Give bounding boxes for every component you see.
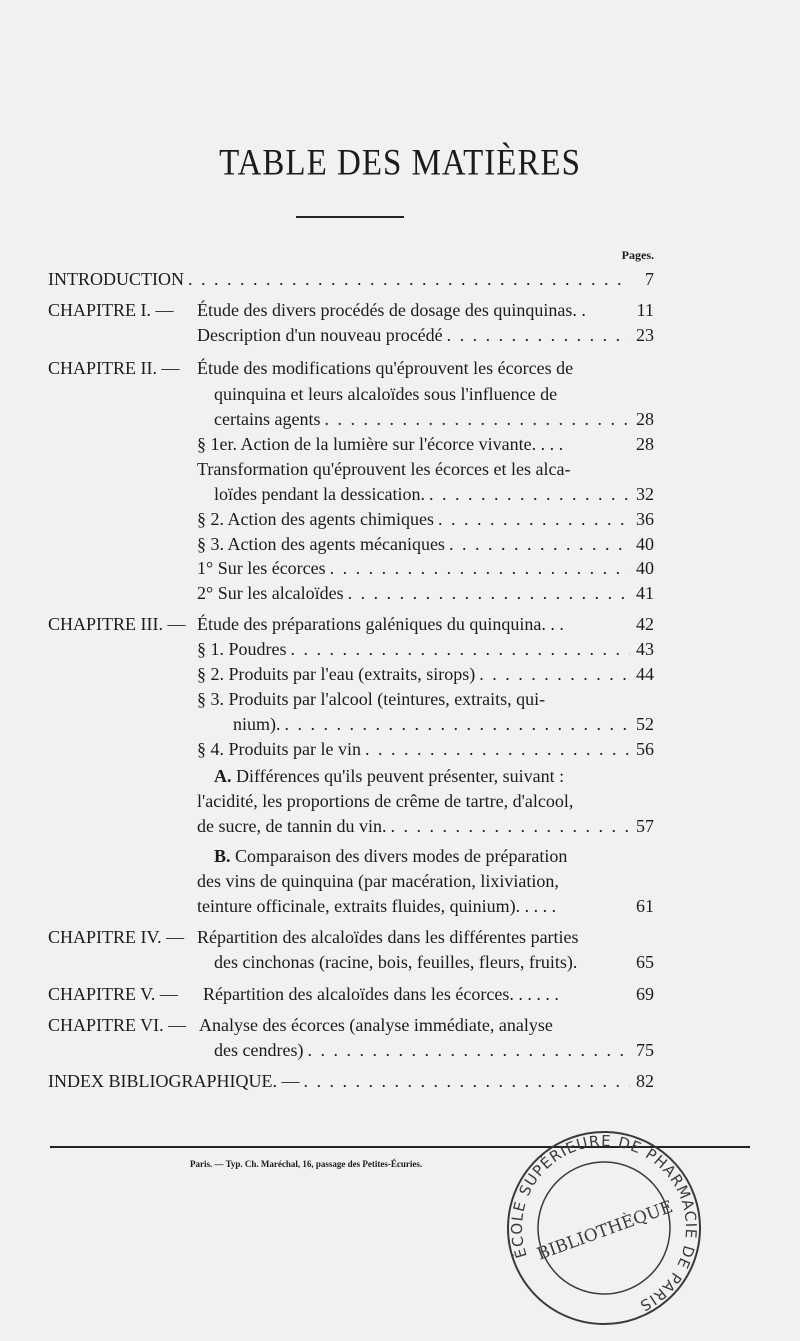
toc-entry-text: des vins de quinquina (par macération, lixiviation, — [197, 871, 559, 891]
toc-entry-label: des cendres) — [214, 1040, 304, 1060]
page-title: TABLE DES MATIÈRES — [219, 143, 581, 184]
toc-entry — [197, 322, 654, 348]
subsection-marker: B. — [214, 846, 231, 866]
toc-entry-label: INDEX BIBLIOGRAPHIQUE. — — [48, 1071, 300, 1091]
toc-entry-label: § 1er. Action de la lumière sur l'écorce vivante. . . . — [197, 434, 564, 454]
toc-entry-label: nium). — [233, 714, 281, 734]
stamp-outer-text: ÉCOLE SUPÉRIEURE DE PHARMACIE DE PARIS — [507, 1131, 701, 1316]
toc-entry — [197, 580, 654, 606]
chapter-label: CHAPITRE I. — — [48, 300, 174, 320]
dot-leader — [447, 322, 630, 348]
toc-entry-label: de sucre, de tannin du vin. — [197, 816, 387, 836]
toc-entry-label: teinture officinale, extraits fluides, quinium). . . . . — [197, 896, 557, 916]
chapter-label: CHAPITRE IV. — — [48, 927, 185, 947]
toc-entry-text: quinquina et leurs alcaloïdes sous l'influence de — [214, 384, 558, 404]
toc-entry-label: § 1. Poudres — [197, 639, 287, 659]
page-number: 40 — [636, 558, 654, 578]
page-number: 7 — [645, 269, 654, 289]
chapter-label: CHAPITRE II. — — [48, 358, 180, 378]
toc-entry — [197, 813, 654, 839]
toc-entry-text: Répartition des alcaloïdes dans les différentes parties — [197, 927, 579, 947]
dot-leader — [449, 531, 630, 557]
pages-column-header: Pages. — [621, 248, 654, 262]
dot-leader — [324, 406, 630, 432]
subsection-marker: A. — [214, 766, 232, 786]
chapter-label: CHAPITRE V. — — [48, 984, 178, 1004]
toc-entry-text: § 3. Produits par l'alcool (teintures, extraits, qui- — [197, 689, 546, 709]
toc-entry — [233, 711, 654, 737]
dot-leader — [188, 266, 630, 292]
toc-entry-text: Étude des modifications qu'éprouvent les écorces de — [197, 358, 574, 378]
subsection-a — [214, 763, 564, 789]
page-number: 69 — [636, 984, 654, 1004]
page-number: 23 — [636, 325, 654, 345]
page-number: 75 — [636, 1040, 654, 1060]
toc-entry-label: Répartition des alcaloïdes dans les écorces. . . . . . — [203, 984, 559, 1004]
toc-entry — [197, 661, 654, 687]
toc-entry-text: Comparaison des divers modes de préparation — [235, 846, 568, 866]
toc-entry-label: Description d'un nouveau procédé — [197, 325, 443, 345]
dot-leader — [291, 636, 631, 662]
chapter-label: CHAPITRE III. — — [48, 614, 186, 634]
page-number: 65 — [636, 952, 654, 972]
page-number: 28 — [636, 434, 654, 454]
toc-entry-label: loïdes pendant la dessication. — [214, 484, 425, 504]
dot-leader — [348, 580, 630, 606]
library-stamp — [504, 1128, 704, 1328]
dot-leader — [285, 711, 631, 737]
toc-entry — [197, 297, 654, 323]
page-number: 57 — [636, 816, 654, 836]
dot-leader — [429, 481, 630, 507]
subsection-b — [214, 843, 567, 869]
toc-entry — [197, 636, 654, 662]
dot-leader — [307, 1037, 630, 1063]
toc-entry-label: INTRODUCTION — [48, 269, 184, 289]
toc-entry-text: Analyse des écorces (analyse immédiate, analyse — [199, 1015, 553, 1035]
title-divider — [296, 216, 404, 218]
toc-entry-index — [48, 1068, 654, 1094]
dot-leader — [330, 555, 630, 581]
toc-entry — [203, 981, 654, 1007]
toc-entry — [197, 736, 654, 762]
page-number: 82 — [636, 1071, 654, 1091]
toc-entry-text: Différences qu'ils peuvent présenter, suivant : — [236, 766, 565, 786]
dot-leader — [390, 813, 630, 839]
toc-entry-text: Transformation qu'éprouvent les écorces et les alca- — [197, 459, 571, 479]
page-number: 40 — [636, 534, 654, 554]
toc-entry — [214, 949, 654, 975]
dot-leader — [303, 1068, 630, 1094]
stamp-inner-text: BIBLIOTHÈQUE — [534, 1196, 676, 1265]
toc-entry-label: § 2. Action des agents chimiques — [197, 509, 434, 529]
toc-entry-label: Étude des divers procédés de dosage des quinquinas. . — [197, 300, 586, 320]
dot-leader — [438, 506, 630, 532]
toc-entry-label: § 3. Action des agents mécaniques — [197, 534, 445, 554]
toc-entry-label: certains agents — [214, 409, 321, 429]
toc-entry — [197, 893, 654, 919]
toc-entry-label: Étude des préparations galéniques du quinquina. . . — [197, 614, 564, 634]
toc-entry-label: des cinchonas (racine, bois, feuilles, fleurs, fruits). — [214, 952, 578, 972]
page-number: 43 — [636, 639, 654, 659]
page-number: 44 — [636, 664, 654, 684]
toc-entry-label: 1° Sur les écorces — [197, 558, 326, 578]
toc-entry — [214, 481, 654, 507]
toc-entry — [197, 555, 654, 581]
toc-entry — [214, 406, 654, 432]
printer-imprint: Paris. — Typ. Ch. Maréchal, 16, passage des Petites-Écuries. — [190, 1159, 423, 1169]
toc-entry — [197, 611, 654, 637]
page-number: 52 — [636, 714, 654, 734]
page-number: 36 — [636, 509, 654, 529]
page-number: 11 — [636, 300, 654, 320]
dot-leader — [479, 661, 630, 687]
page-number: 41 — [636, 583, 654, 603]
page-number: 28 — [636, 409, 654, 429]
toc-entry-introduction — [48, 266, 654, 292]
toc-entry-label: § 4. Produits par le vin — [197, 739, 361, 759]
toc-entry — [197, 531, 654, 557]
page-number: 61 — [636, 896, 654, 916]
toc-entry-label: § 2. Produits par l'eau (extraits, sirops) — [197, 664, 476, 684]
toc-entry — [197, 431, 654, 457]
toc-entry — [197, 506, 654, 532]
toc-entry-label: 2° Sur les alcaloïdes — [197, 583, 344, 603]
toc-entry-text: l'acidité, les proportions de crême de tartre, d'alcool, — [197, 791, 574, 811]
toc-entry — [214, 1037, 654, 1063]
chapter-label: CHAPITRE VI. — — [48, 1015, 187, 1035]
page-number: 32 — [636, 484, 654, 504]
dot-leader — [365, 736, 630, 762]
page-number: 56 — [636, 739, 654, 759]
page-number: 42 — [636, 614, 654, 634]
